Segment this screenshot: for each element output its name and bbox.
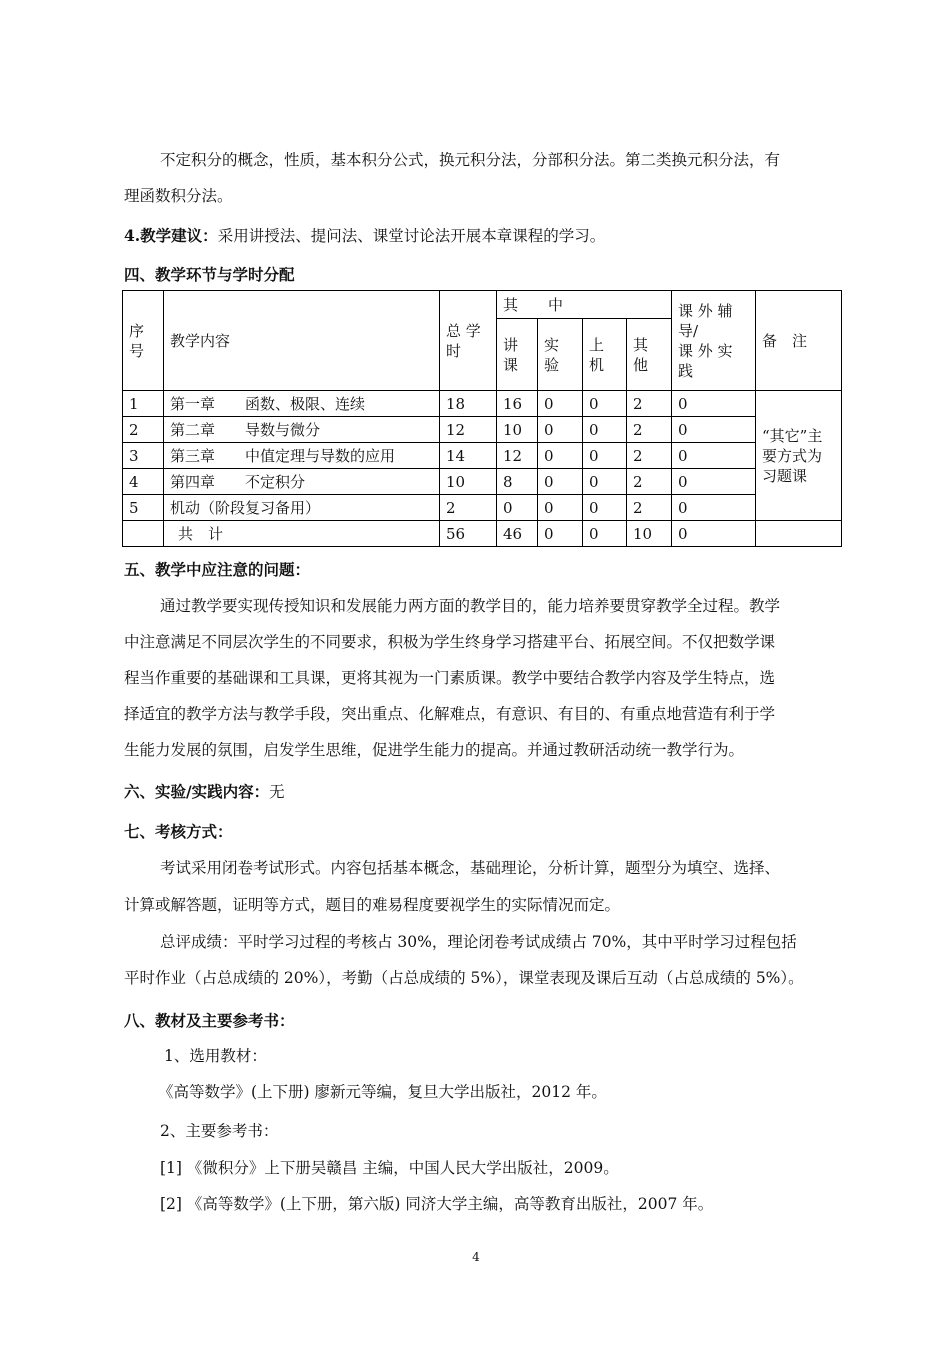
cell-seq: 5	[123, 495, 164, 521]
total-row	[123, 521, 842, 547]
cell-remark	[756, 521, 842, 547]
cell-outside: 0	[672, 391, 756, 417]
cell-experiment: 0	[538, 521, 583, 547]
table-row	[123, 443, 842, 469]
cell-total-label: 共 计	[164, 521, 440, 547]
section6-title: 六、实验/实践内容：	[124, 782, 270, 801]
cell-lecture: 0	[497, 495, 538, 521]
table-row	[123, 391, 842, 417]
table-row	[123, 469, 842, 495]
cell-other: 2	[627, 495, 672, 521]
reference-item: [2] 《高等数学》(上下册，第六版) 同济大学主编，高等教育出版社，2007 年。	[160, 1195, 714, 1213]
table-row	[123, 417, 842, 443]
teaching-advice	[124, 226, 840, 246]
cell-experiment: 0	[538, 495, 583, 521]
cell-total: 10	[440, 469, 497, 495]
section8-title: 八、教材及主要参考书：	[124, 1011, 295, 1030]
cell-lecture: 46	[497, 521, 538, 547]
cell-computer: 0	[583, 443, 627, 469]
cell-computer: 0	[583, 521, 627, 547]
section6-value: 无	[269, 783, 285, 801]
cell-experiment: 0	[538, 469, 583, 495]
textbook-label: 1、选用教材：	[164, 1047, 267, 1065]
cell-content: 机动（阶段复习备用）	[164, 495, 440, 521]
refs-label: 2、主要参考书：	[160, 1122, 279, 1140]
cell-other: 10	[627, 521, 672, 547]
teaching-advice-text: 采用讲授法、提问法、课堂讨论法开展本章课程的学习。	[217, 227, 606, 245]
page-number: 4	[472, 1250, 480, 1264]
section5-title: 五、教学中应注意的问题：	[124, 560, 311, 579]
cell-content: 第四章 不定积分	[164, 469, 440, 495]
cell-outside: 0	[672, 521, 756, 547]
cell-outside: 0	[672, 443, 756, 469]
cell-seq: 4	[123, 469, 164, 495]
cell-computer: 0	[583, 391, 627, 417]
cell-seq	[123, 521, 164, 547]
cell-content: 第一章 函数、极限、连续	[164, 391, 440, 417]
cell-lecture: 12	[497, 443, 538, 469]
textbook: 《高等数学》(上下册) 廖新元等编，复旦大学出版社，2012 年。	[158, 1083, 607, 1101]
section5-line: 生能力发展的氛围，启发学生思维，促进学生能力的提高。并通过教研活动统一教学行为。	[124, 741, 745, 759]
cell-content: 第三章 中值定理与导数的应用	[164, 443, 440, 469]
cell-total: 56	[440, 521, 497, 547]
cell-outside: 0	[672, 469, 756, 495]
cell-content: 第二章 导数与微分	[164, 417, 440, 443]
cell-lecture: 10	[497, 417, 538, 443]
header-experiment: 实 验	[538, 319, 583, 391]
section5-line: 通过教学要实现传授知识和发展能力两方面的教学目的，能力培养要贯穿教学全过程。教学	[160, 597, 781, 615]
cell-seq: 3	[123, 443, 164, 469]
cell-total: 14	[440, 443, 497, 469]
cell-total: 12	[440, 417, 497, 443]
cell-outside: 0	[672, 417, 756, 443]
section5-line: 中注意满足不同层次学生的不同要求，积极为学生终身学习搭建平台、拓展空间。不仅把数学课	[124, 633, 776, 651]
section7-line: 平时作业（占总成绩的 20%），考勤（占总成绩的 5%），课堂表现及课后互动（占总成绩的 5%）。	[124, 969, 804, 987]
intro-line-2: 理函数积分法。	[124, 187, 233, 205]
cell-other: 2	[627, 417, 672, 443]
header-total: 总 学 时	[440, 291, 497, 391]
header-outside: 课 外 辅 导/ 课 外 实 践	[672, 291, 756, 391]
reference-item: [1] 《微积分》上下册吴赣昌 主编，中国人民大学出版社，2009。	[160, 1159, 619, 1177]
section4-title: 四、教学环节与学时分配	[124, 265, 295, 284]
header-seq: 序 号	[123, 291, 164, 391]
table-row	[123, 495, 842, 521]
cell-seq: 1	[123, 391, 164, 417]
cell-lecture: 8	[497, 469, 538, 495]
remark-cell: “其它”主 要方式为 习题课	[756, 391, 842, 521]
cell-experiment: 0	[538, 443, 583, 469]
header-lecture: 讲 课	[497, 319, 538, 391]
teaching-advice-label: 4.教学建议：	[124, 226, 218, 245]
header-remark: 备 注	[756, 291, 842, 391]
cell-experiment: 0	[538, 391, 583, 417]
section5-line: 程当作重要的基础课和工具课，更将其视为一门素质课。教学中要结合教学内容及学生特点，选	[124, 669, 776, 687]
hours-table	[122, 290, 842, 547]
cell-seq: 2	[123, 417, 164, 443]
cell-total: 2	[440, 495, 497, 521]
cell-other: 2	[627, 469, 672, 495]
cell-computer: 0	[583, 417, 627, 443]
cell-other: 2	[627, 443, 672, 469]
cell-computer: 0	[583, 469, 627, 495]
section6	[124, 782, 840, 802]
cell-total: 18	[440, 391, 497, 417]
cell-other: 2	[627, 391, 672, 417]
section5-line: 择适宜的教学方法与教学手段，突出重点、化解难点，有意识、有目的、有重点地营造有利于学	[124, 705, 776, 723]
cell-computer: 0	[583, 495, 627, 521]
header-other: 其 他	[627, 319, 672, 391]
cell-outside: 0	[672, 495, 756, 521]
section7-title: 七、考核方式：	[124, 822, 233, 841]
header-among: 其 中	[497, 291, 672, 319]
header-content: 教学内容	[164, 291, 440, 391]
cell-lecture: 16	[497, 391, 538, 417]
section7-line: 计算或解答题，证明等方式，题目的难易程度要视学生的实际情况而定。	[124, 896, 621, 914]
header-computer: 上 机	[583, 319, 627, 391]
intro-line-1: 不定积分的概念，性质，基本积分公式，换元积分法，分部积分法。第二类换元积分法，有	[160, 151, 781, 169]
cell-experiment: 0	[538, 417, 583, 443]
section7-line: 总评成绩：平时学习过程的考核占 30%，理论闭卷考试成绩占 70%，其中平时学习过程包括	[160, 933, 797, 951]
section7-line: 考试采用闭卷考试形式。内容包括基本概念，基础理论，分析计算，题型分为填空、选择、	[160, 859, 781, 877]
